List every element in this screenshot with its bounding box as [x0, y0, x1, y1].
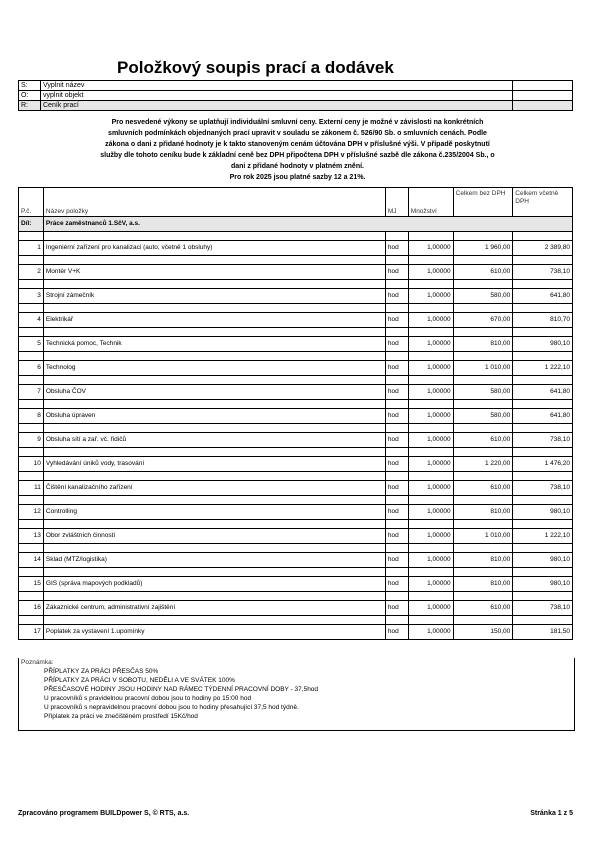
item-total-inc-vat: 641,80 — [513, 409, 573, 424]
item-unit: hod — [385, 625, 408, 640]
spacer-row — [19, 328, 573, 337]
spacer-row — [19, 304, 573, 313]
spacer-cell — [513, 304, 573, 313]
item-total-inc-vat: 810,70 — [513, 313, 573, 328]
item-total-inc-vat: 738,10 — [513, 265, 573, 280]
spacer-cell — [385, 256, 408, 265]
spacer-cell — [513, 232, 573, 241]
item-total-ex-vat: 810,00 — [453, 337, 513, 352]
header-key: O: — [19, 91, 41, 101]
col-header-total-inc: Celkem včetně DPH — [513, 188, 573, 217]
spacer-cell — [385, 328, 408, 337]
item-total-ex-vat: 810,00 — [453, 505, 513, 520]
spacer-cell — [19, 304, 44, 313]
item-number: 4 — [19, 313, 44, 328]
header-key: S: — [19, 81, 41, 91]
spacer-cell — [453, 544, 513, 553]
item-number: 6 — [19, 361, 44, 376]
col-header-mj: MJ — [385, 188, 408, 217]
section-label: Díl: — [19, 217, 44, 232]
spacer-cell — [453, 424, 513, 433]
spacer-cell — [513, 472, 573, 481]
table-row — [19, 505, 573, 520]
item-quantity: 1,00000 — [408, 337, 453, 352]
section-name: Práce zaměstnanců 1.SčV, a.s. — [43, 217, 572, 232]
item-total-ex-vat: 810,00 — [453, 553, 513, 568]
item-quantity: 1,00000 — [408, 457, 453, 472]
table-row — [19, 337, 573, 352]
table-row — [19, 385, 573, 400]
col-header-qty: Množství — [408, 188, 453, 217]
spacer-cell — [43, 448, 385, 457]
table-row — [19, 265, 573, 280]
spacer-cell — [19, 352, 44, 361]
col-header-total-ex: Celkem bez DPH — [453, 188, 513, 217]
header-table — [18, 80, 573, 111]
header-empty — [513, 101, 573, 111]
spacer-cell — [453, 400, 513, 409]
spacer-row — [19, 256, 573, 265]
spacer-row — [19, 448, 573, 457]
table-row — [19, 313, 573, 328]
item-quantity: 1,00000 — [408, 553, 453, 568]
spacer-cell — [43, 472, 385, 481]
item-number: 10 — [19, 457, 44, 472]
table-header-row — [19, 188, 573, 217]
spacer-cell — [385, 400, 408, 409]
spacer-cell — [453, 592, 513, 601]
item-quantity: 1,00000 — [408, 241, 453, 256]
spacer-cell — [43, 304, 385, 313]
item-number: 9 — [19, 433, 44, 448]
item-number: 8 — [19, 409, 44, 424]
item-name: Zákaznické centrum, administrativní zajištění — [43, 601, 385, 616]
spacer-cell — [19, 256, 44, 265]
item-quantity: 1,00000 — [408, 409, 453, 424]
footer-page-number: Stránka 1 z 5 — [530, 810, 573, 817]
item-unit: hod — [385, 409, 408, 424]
item-total-inc-vat: 641,80 — [513, 385, 573, 400]
spacer-cell — [385, 520, 408, 529]
spacer-cell — [513, 520, 573, 529]
spacer-cell — [385, 304, 408, 313]
spacer-cell — [513, 328, 573, 337]
item-quantity: 1,00000 — [408, 289, 453, 304]
description-line: smluvních podmínkách objednaných prací upravit v souladu se zákonem č. 526/90 Sb. o smluvních cenách. Podle — [108, 130, 487, 137]
spacer-cell — [453, 496, 513, 505]
item-total-ex-vat: 610,00 — [453, 433, 513, 448]
note-line: PŘÍPLATKY ZA PRÁCI PŘESČAS 50% — [44, 668, 159, 675]
spacer-cell — [43, 280, 385, 289]
item-number: 3 — [19, 289, 44, 304]
spacer-cell — [43, 592, 385, 601]
spacer-cell — [408, 256, 453, 265]
spacer-cell — [19, 424, 44, 433]
spacer-cell — [19, 376, 44, 385]
item-total-inc-vat: 980,10 — [513, 337, 573, 352]
spacer-cell — [453, 568, 513, 577]
item-name: Obsluha úpraven — [43, 409, 385, 424]
header-empty — [513, 81, 573, 91]
spacer-cell — [385, 472, 408, 481]
spacer-cell — [408, 424, 453, 433]
item-unit: hod — [385, 385, 408, 400]
table-row — [19, 241, 573, 256]
description-line: Pro rok 2025 jsou platné sazby 12 a 21%. — [229, 174, 366, 181]
section-row — [19, 217, 573, 232]
spacer-cell — [513, 568, 573, 577]
spacer-cell — [19, 448, 44, 457]
item-total-ex-vat: 610,00 — [453, 265, 513, 280]
item-name: Technická pomoc, Technik — [43, 337, 385, 352]
spacer-row — [19, 400, 573, 409]
spacer-row — [19, 424, 573, 433]
note-line: U pracovníků s pravidelnou pracovní dobou jsou to hodiny po 15:00 hod — [44, 695, 252, 702]
item-total-ex-vat: 610,00 — [453, 601, 513, 616]
spacer-cell — [43, 328, 385, 337]
spacer-cell — [43, 376, 385, 385]
spacer-cell — [408, 544, 453, 553]
item-unit: hod — [385, 265, 408, 280]
spacer-cell — [513, 616, 573, 625]
spacer-cell — [408, 376, 453, 385]
item-quantity: 1,00000 — [408, 625, 453, 640]
spacer-cell — [513, 256, 573, 265]
spacer-cell — [385, 376, 408, 385]
spacer-row — [19, 616, 573, 625]
item-quantity: 1,00000 — [408, 265, 453, 280]
note-line: Příplatek za práci ve znečištěném prostředí 15Kč/hod — [44, 713, 198, 720]
spacer-cell — [43, 568, 385, 577]
item-total-ex-vat: 580,00 — [453, 409, 513, 424]
table-row — [19, 289, 573, 304]
spacer-cell — [385, 568, 408, 577]
spacer-row — [19, 280, 573, 289]
item-name: Technolog — [43, 361, 385, 376]
spacer-cell — [408, 400, 453, 409]
spacer-cell — [453, 304, 513, 313]
item-number: 16 — [19, 601, 44, 616]
spacer-cell — [408, 616, 453, 625]
item-name: GIS (správa mapových podkladů) — [43, 577, 385, 592]
spacer-cell — [385, 448, 408, 457]
spacer-cell — [408, 520, 453, 529]
item-unit: hod — [385, 361, 408, 376]
spacer-cell — [43, 400, 385, 409]
spacer-cell — [385, 232, 408, 241]
item-total-ex-vat: 610,00 — [453, 481, 513, 496]
item-name: Montér V+K — [43, 265, 385, 280]
spacer-cell — [385, 352, 408, 361]
table-row — [19, 457, 573, 472]
spacer-cell — [513, 592, 573, 601]
item-total-ex-vat: 1 010,00 — [453, 361, 513, 376]
item-unit: hod — [385, 337, 408, 352]
items-table — [18, 187, 573, 640]
item-unit: hod — [385, 241, 408, 256]
spacer-cell — [408, 232, 453, 241]
spacer-cell — [408, 592, 453, 601]
header-value: Ceník prací — [41, 101, 513, 111]
spacer-cell — [453, 232, 513, 241]
item-unit: hod — [385, 433, 408, 448]
spacer-cell — [43, 616, 385, 625]
item-name: Obsluha ČOV — [43, 385, 385, 400]
item-total-inc-vat: 1 222,10 — [513, 361, 573, 376]
spacer-cell — [513, 424, 573, 433]
spacer-cell — [408, 352, 453, 361]
spacer-row — [19, 520, 573, 529]
spacer-row — [19, 496, 573, 505]
spacer-cell — [19, 592, 44, 601]
item-total-inc-vat: 641,80 — [513, 289, 573, 304]
item-name: Strojní zámečník — [43, 289, 385, 304]
spacer-cell — [43, 232, 385, 241]
item-name: Poplatek za vystavení 1.upomínky — [43, 625, 385, 640]
item-number: 5 — [19, 337, 44, 352]
header-empty — [513, 91, 573, 101]
item-unit: hod — [385, 553, 408, 568]
item-unit: hod — [385, 577, 408, 592]
spacer-row — [19, 472, 573, 481]
item-quantity: 1,00000 — [408, 481, 453, 496]
item-quantity: 1,00000 — [408, 505, 453, 520]
pricing-description — [30, 117, 565, 183]
spacer-row — [19, 232, 573, 241]
item-quantity: 1,00000 — [408, 577, 453, 592]
description-line: zákona o dani z přidané hodnoty je k takto stanoveným cenám účtována DPH v příslušné výši. V případě poskytnutí — [105, 141, 490, 148]
spacer-row — [19, 544, 573, 553]
spacer-cell — [19, 568, 44, 577]
item-total-ex-vat: 580,00 — [453, 385, 513, 400]
item-number: 17 — [19, 625, 44, 640]
table-row — [19, 529, 573, 544]
spacer-cell — [513, 352, 573, 361]
notes-box — [18, 658, 575, 731]
item-quantity: 1,00000 — [408, 313, 453, 328]
spacer-cell — [513, 448, 573, 457]
spacer-cell — [453, 280, 513, 289]
item-quantity: 1,00000 — [408, 361, 453, 376]
item-name: Čištění kanalizačního zařízení — [43, 481, 385, 496]
item-total-ex-vat: 1 960,00 — [453, 241, 513, 256]
item-name: Obsluha sítí a zař. vč. řidičů — [43, 433, 385, 448]
footer-left: Zpracováno programem BUILDpower S, © RTS, a.s. — [18, 810, 190, 817]
spacer-cell — [385, 424, 408, 433]
item-quantity: 1,00000 — [408, 433, 453, 448]
item-number: 13 — [19, 529, 44, 544]
spacer-row — [19, 592, 573, 601]
col-header-pc: P.č. — [19, 188, 44, 217]
item-name: Ingeniérní zařízení pro kanalizaci (auto, včetně 1 obsluhy) — [43, 241, 385, 256]
item-number: 1 — [19, 241, 44, 256]
spacer-cell — [513, 376, 573, 385]
spacer-cell — [513, 400, 573, 409]
notes-label: Poznámka: — [21, 659, 54, 666]
spacer-cell — [43, 352, 385, 361]
table-row — [19, 409, 573, 424]
spacer-cell — [19, 400, 44, 409]
header-key: R: — [19, 101, 41, 111]
table-row — [19, 361, 573, 376]
spacer-cell — [19, 544, 44, 553]
header-value: Vyplnit název — [41, 81, 513, 91]
item-total-ex-vat: 1 010,00 — [453, 529, 513, 544]
spacer-cell — [408, 280, 453, 289]
spacer-cell — [453, 472, 513, 481]
item-name: Elektrikář — [43, 313, 385, 328]
item-total-ex-vat: 580,00 — [453, 289, 513, 304]
spacer-cell — [43, 544, 385, 553]
spacer-cell — [19, 472, 44, 481]
table-row — [19, 433, 573, 448]
item-total-ex-vat: 150,00 — [453, 625, 513, 640]
note-line: PŘÍPLATKY ZA PRÁCI V SOBOTU, NEDĚLI A VE SVÁTEK 100% — [44, 677, 235, 684]
item-name: Sklad (MTZ/logistika) — [43, 553, 385, 568]
header-value: vyplnit objekt — [41, 91, 513, 101]
spacer-cell — [453, 376, 513, 385]
item-unit: hod — [385, 601, 408, 616]
item-number: 14 — [19, 553, 44, 568]
item-unit: hod — [385, 313, 408, 328]
spacer-cell — [43, 496, 385, 505]
item-name: Obor zvláštních činností — [43, 529, 385, 544]
table-row — [19, 553, 573, 568]
spacer-cell — [408, 304, 453, 313]
item-total-inc-vat: 1 476,20 — [513, 457, 573, 472]
description-line: Pro nesvedené výkony se uplatňují individuální smluvní ceny. Externí ceny je možné v závislosti na konkrétních — [111, 119, 484, 126]
spacer-cell — [453, 352, 513, 361]
item-total-inc-vat: 980,10 — [513, 553, 573, 568]
spacer-cell — [513, 496, 573, 505]
header-row-r — [19, 101, 573, 111]
spacer-cell — [385, 592, 408, 601]
spacer-cell — [453, 256, 513, 265]
item-number: 12 — [19, 505, 44, 520]
item-unit: hod — [385, 481, 408, 496]
item-total-inc-vat: 738,10 — [513, 433, 573, 448]
spacer-cell — [19, 232, 44, 241]
spacer-cell — [385, 496, 408, 505]
spacer-cell — [385, 544, 408, 553]
item-total-inc-vat: 738,10 — [513, 601, 573, 616]
spacer-cell — [513, 544, 573, 553]
spacer-cell — [453, 616, 513, 625]
item-total-inc-vat: 1 222,10 — [513, 529, 573, 544]
item-unit: hod — [385, 457, 408, 472]
item-total-ex-vat: 810,00 — [453, 577, 513, 592]
note-line: U pracovníků s nepravidelnou pracovní dobou jsou to hodiny přesahující 37,5 hod týdně. — [44, 704, 299, 711]
spacer-cell — [43, 424, 385, 433]
spacer-cell — [408, 328, 453, 337]
page-title: Položkový soupis prací a dodávek — [117, 58, 394, 77]
header-row-s — [19, 81, 573, 91]
spacer-row — [19, 376, 573, 385]
item-number: 15 — [19, 577, 44, 592]
description-line: služby dle tohoto ceníku bude k základní ceně bez DPH připočtena DPH v příslušné sazbě dle zákona č.235/2004 Sb., o — [100, 152, 495, 159]
table-row — [19, 601, 573, 616]
spacer-cell — [385, 616, 408, 625]
spacer-cell — [43, 520, 385, 529]
item-unit: hod — [385, 529, 408, 544]
description-line: dani z přidané hodnoty v platném znění. — [230, 163, 364, 170]
spacer-cell — [19, 520, 44, 529]
item-total-ex-vat: 670,00 — [453, 313, 513, 328]
spacer-cell — [385, 280, 408, 289]
spacer-cell — [19, 496, 44, 505]
spacer-row — [19, 352, 573, 361]
item-total-ex-vat: 1 220,00 — [453, 457, 513, 472]
spacer-cell — [43, 256, 385, 265]
item-number: 11 — [19, 481, 44, 496]
spacer-cell — [453, 328, 513, 337]
spacer-row — [19, 568, 573, 577]
col-header-name: Název položky — [43, 188, 385, 217]
spacer-cell — [453, 520, 513, 529]
spacer-cell — [19, 280, 44, 289]
item-quantity: 1,00000 — [408, 385, 453, 400]
item-total-inc-vat: 181,50 — [513, 625, 573, 640]
item-unit: hod — [385, 289, 408, 304]
item-total-inc-vat: 980,10 — [513, 577, 573, 592]
item-total-inc-vat: 2 389,80 — [513, 241, 573, 256]
table-row — [19, 625, 573, 640]
spacer-cell — [19, 328, 44, 337]
item-total-inc-vat: 980,10 — [513, 505, 573, 520]
spacer-cell — [408, 496, 453, 505]
note-line: PŘESČASOVÉ HODINY JSOU HODINY NAD RÁMEC TÝDENNÍ PRACOVNÍ DOBY - 37,5hod — [44, 686, 319, 693]
item-quantity: 1,00000 — [408, 601, 453, 616]
item-name: Controlling — [43, 505, 385, 520]
spacer-cell — [453, 448, 513, 457]
spacer-cell — [408, 472, 453, 481]
header-row-o — [19, 91, 573, 101]
spacer-cell — [408, 568, 453, 577]
item-total-inc-vat: 738,10 — [513, 481, 573, 496]
table-row — [19, 577, 573, 592]
item-quantity: 1,00000 — [408, 529, 453, 544]
item-number: 7 — [19, 385, 44, 400]
spacer-cell — [19, 616, 44, 625]
table-row — [19, 481, 573, 496]
item-number: 2 — [19, 265, 44, 280]
item-name: Vyhledávání úniků vody, trasování — [43, 457, 385, 472]
spacer-cell — [408, 448, 453, 457]
item-unit: hod — [385, 505, 408, 520]
spacer-cell — [513, 280, 573, 289]
